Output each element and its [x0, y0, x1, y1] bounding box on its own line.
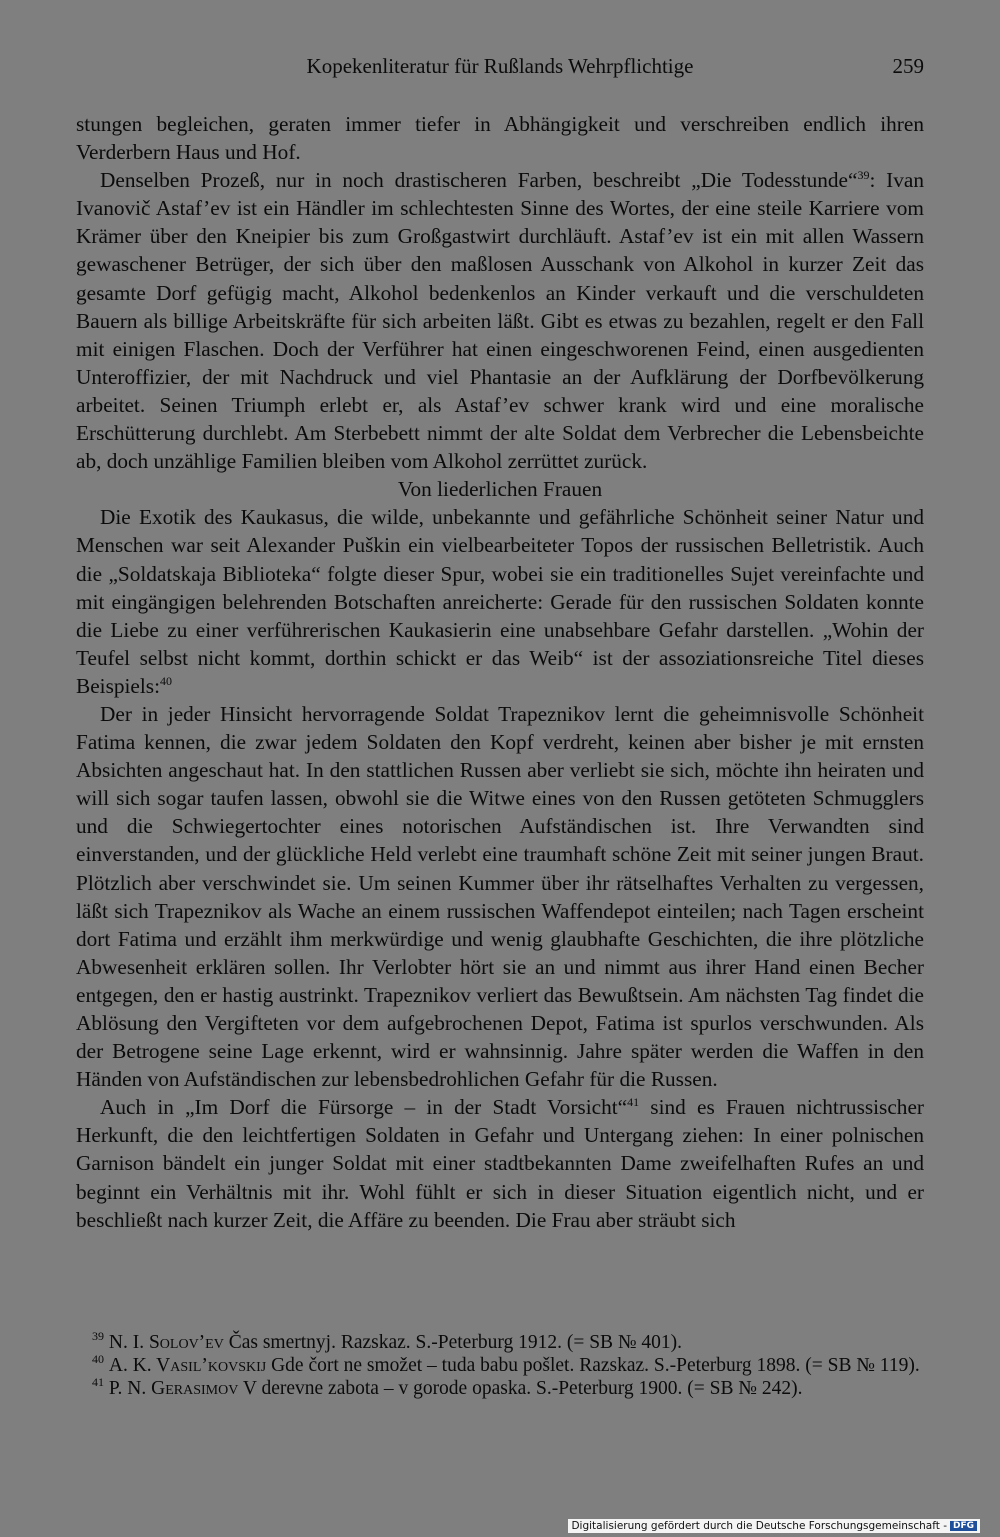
footnote-ref-39: 39: [857, 168, 870, 183]
page-number: 259: [892, 54, 924, 78]
footnote-number: 41: [92, 1375, 104, 1389]
footnote-author: P. N. Gerasimov: [108, 1378, 239, 1399]
paragraph-3-text: Die Exotik des Kaukasus, die wilde, unbekannte und gefährliche Schönheit seiner Natur und Menschen war seit Alexander Puškin ein vielbearbeiteter Topos der russischen Belletristik. Auch die „Soldatskaja Biblioteka“ folgte dieser Spur, wobei sie ein traditionelles Sujet vereinfachte und mit eingängigen belehrenden Botschaften anreicherte: Gerade für den russischen Soldaten konnte die Liebe zu einer verführerischen Kaukasierin eine unabsehbare Gefahr darstellen. „Wohin der Teufel selbst nicht kommt, dorthin schickt er das Weib“ ist der assoziationsreiche Titel dieses Beispiels:: [76, 505, 924, 698]
paragraph-2: [76, 166, 924, 475]
footnote-ref-40: 40: [160, 673, 173, 688]
footnote-text: V derevne zabota – v gorode opaska. S.-Peterburg 1900. (= SB № 242).: [238, 1378, 803, 1399]
credit-text: Digitalisierung gefördert durch die Deutsche Forschungsgemeinschaft -: [571, 1520, 947, 1532]
footnote-author: N. I. Solov’ev: [108, 1332, 224, 1353]
paragraph-3: [76, 503, 924, 700]
footnotes: [76, 1331, 924, 1400]
footnote-41: [76, 1377, 924, 1400]
paragraph-4: Der in jeder Hinsicht hervorragende Soldat Trapeznikov lernt die geheimnisvolle Schönheit Fatima kennen, die zwar jedem Soldaten den Kopf verdreht, keinen aber bisher je mit ernsten Absichten angeschaut hat. In den stattlichen Russen aber verliebt sie sich, möchte ihn heiraten und will sich sogar taufen lassen, obwohl sie die Witwe eines von den Russen getöteten Schmugglers und die Schwiegertochter eines notorischen Aufständischen ist. Ihre Verwandten sind einverstanden, und der glückliche Held verlebt eine traumhaft schöne Zeit mit seiner jungen Braut. Plötzlich aber verschwindet sie. Um seinen Kummer über ihr rätselhaftes Verhalten zu vergessen, läßt sich Trapeznikov als Wache an einem russischen Waffendepot einteilen; nach Tagen erscheint dort Fatima und erzählt ihm merkwürdige und wenig glaubhafte Geschichten, die ihre plötzliche Abwesenheit erklären sollen. Ihr Verlobter hört sie an und nimmt aus ihrer Hand einen Becher entgegen, den er hastig austrinkt. Trapeznikov verliert das Bewußtsein. Am nächsten Tag findet die Ablösung den Vergifteten vor dem aufgebrochenen Depot, Fatima ist spurlos verschwunden. Als der Betrogene seine Lage erkennt, wird er wahnsinnig. Jahre später werden die Waffen in den Händen von Aufständischen zur lebensbedrohlichen Gefahr für die Russen.: [76, 701, 924, 1092]
footnote-text: Gde čort ne smožet – tuda babu pošlet. Razskaz. S.-Peterburg 1898. (= SB № 119).: [266, 1355, 920, 1376]
running-title: Kopekenliteratur für Rußlands Wehrpflichtige: [306, 54, 694, 78]
footnote-number: 40: [92, 1352, 104, 1366]
paragraph-2-start: Denselben Prozeß, nur in noch drastischeren Farben, beschreibt „Die Todesstunde“: [100, 168, 858, 193]
body-text: [76, 110, 924, 1234]
paragraph-5: [76, 1093, 924, 1233]
footnote-text: Čas smertnyj. Razskaz. S.-Peterburg 1912. (= SB № 401).: [223, 1332, 683, 1353]
running-header: [76, 54, 924, 84]
paragraph-5-rest: sind es Frauen nichtrussischer Herkunft, die den leichtfertigen Soldaten in Gefahr und Untergang ziehen: In einer polnischen Garnison bändelt ein junger Soldat mit einer stadtbekannten Dame zweifelhaften Rufes an und beginnt ein Verhältnis mit ihr. Wohl fühlt er sich in dieser Situation eigentlich nicht, und er beschließt nach kurzer Zeit, die Affäre zu beenden. Die Frau aber sträubt sich: [76, 1095, 924, 1232]
section-heading: Von liederlichen Frauen: [397, 477, 603, 502]
footnote-ref-41: 41: [627, 1095, 640, 1110]
paragraph-1: stungen begleichen, geraten immer tiefer in Abhängigkeit und verschreiben endlich ihren Verderbern Haus und Hof.: [76, 112, 924, 165]
footnote-number: 39: [92, 1329, 104, 1343]
paragraph-5-start: Auch in „Im Dorf die Fürsorge – in der Stadt Vorsicht“: [100, 1095, 628, 1120]
footnote-39: [76, 1331, 924, 1354]
dfg-logo-icon: DFG: [950, 1521, 977, 1531]
digitization-credit: [568, 1519, 980, 1533]
footnote-author: A. K. Vasil’kovskij: [108, 1355, 267, 1376]
footnote-40: [76, 1354, 924, 1377]
paragraph-2-rest: : Ivan Ivanovič Astaf’ev ist ein Händler im schlechtesten Sinne des Wortes, der eine steile Karriere vom Krämer über den Kneipier bis zum Großgastwirt durchläuft. Astaf’ev ist ein mit allen Wassern gewaschener Betrüger, der sich über den maßlosen Ausschank von Alkohol in kurzer Zeit das gesamte Dorf gefügig macht, Alkohol bedenkenlos an Kinder verkauft und die verschuldeten Bauern als billige Arbeitskräfte für sich arbeiten läßt. Gibt es etwas zu bezahlen, regelt er den Fall mit einigen Flaschen. Doch der Verführer hat einen eingeschworenen Feind, einen ausgedienten Unteroffizier, der mit Nachdruck und viel Phantasie an der Aufklärung der Dorfbevölkerung arbeitet. Seinen Triumph erlebt er, als Astaf’ev schwer krank wird und eine moralische Erschütterung durchlebt. Am Sterbebett nimmt der alte Soldat dem Verbrecher die Lebensbeichte ab, doch unzählige Familien bleiben vom Alkohol zerrüttet zurück.: [76, 168, 924, 474]
